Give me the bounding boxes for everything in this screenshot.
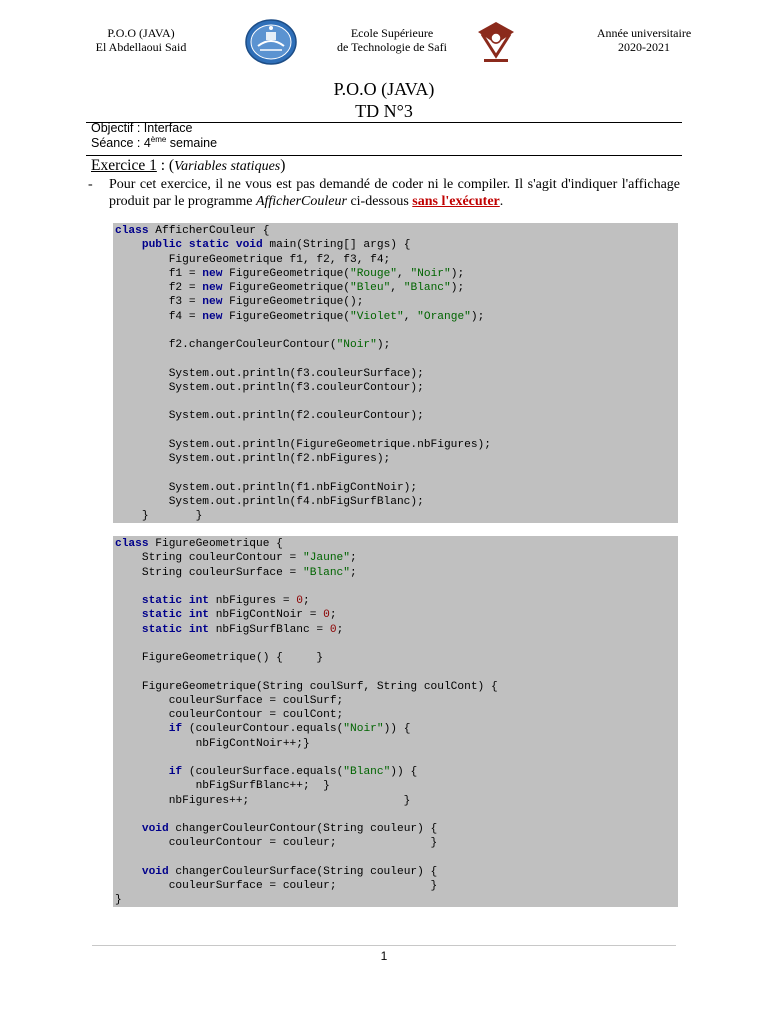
code-token: ); xyxy=(376,339,391,351)
code-token: changerCouleurSurface(String couleur) { xyxy=(168,865,438,878)
header-school xyxy=(324,26,460,54)
code-token: 0 xyxy=(323,609,330,622)
code-token: FigureGeometrique { xyxy=(148,538,283,550)
code-token: "Blanc" xyxy=(343,766,391,778)
code-line xyxy=(115,295,678,309)
code-token xyxy=(115,823,142,835)
code-token: f4 = xyxy=(115,310,203,323)
divider-bottom xyxy=(86,155,682,156)
code-line xyxy=(115,452,678,466)
code-token: (couleurContour.equals( xyxy=(182,723,344,736)
code-token: f2.changerCouleurContour( xyxy=(115,339,337,351)
code-token: , xyxy=(397,267,411,280)
code-line xyxy=(115,694,678,708)
code-line xyxy=(115,637,678,651)
code-token: ; xyxy=(349,566,357,579)
code-token: "Jaune" xyxy=(302,552,350,565)
instructions-part1: Pour cet exercice, il ne vous est pas demandé de coder ni le compiler. Il s'agit d'indiquer l'affichage produit par le programme xyxy=(109,177,680,209)
code-line xyxy=(115,623,678,637)
code-token: couleurContour = couleur; } xyxy=(115,837,438,850)
exercise-topic: Variables statiques xyxy=(174,159,281,174)
code-token: , xyxy=(403,310,418,323)
exercise-close: ) xyxy=(280,157,286,174)
code-token: System.out.println(f2.couleurContour); xyxy=(115,410,424,423)
code-token: f1 = xyxy=(115,267,203,280)
code-token: FigureGeometrique( xyxy=(222,267,350,280)
code-token: ); xyxy=(450,267,465,280)
code-token: nbFigures = xyxy=(209,595,297,607)
code-token: couleurSurface = couleur; } xyxy=(115,880,438,892)
code-token: System.out.println(f3.couleurSurface); xyxy=(115,367,424,380)
code-line xyxy=(115,424,678,438)
code-line xyxy=(115,751,678,765)
code-token: nbFigures++; } xyxy=(115,794,411,807)
code-token: couleurSurface = coulSurf; xyxy=(115,694,344,707)
code-token: if xyxy=(168,723,183,736)
code-token: nbFigSurfBlanc++; } xyxy=(115,780,330,793)
code-token: )) { xyxy=(383,723,411,736)
code-token: changerCouleurContour(String couleur) { xyxy=(168,823,438,835)
code-line xyxy=(115,509,678,523)
code-token: FigureGeometrique( xyxy=(222,282,350,294)
code-token: System.out.println(f2.nbFigures); xyxy=(115,453,391,465)
code-line xyxy=(115,708,678,722)
list-dash: - xyxy=(88,177,93,192)
code-line xyxy=(115,765,678,779)
code-token: static int xyxy=(141,595,209,607)
code-token: AfficherCouleur { xyxy=(148,225,270,237)
code-line xyxy=(115,438,678,452)
code-token: (couleurSurface.equals( xyxy=(182,766,344,778)
code-line xyxy=(115,665,678,679)
code-line xyxy=(115,822,678,836)
code-line xyxy=(115,594,678,608)
code-line xyxy=(115,238,678,252)
code-token: if xyxy=(168,766,183,778)
code-token: 0 xyxy=(329,623,337,636)
exercise-separator: : ( xyxy=(156,157,175,174)
code-token: FigureGeometrique(String coulSurf, String coulCont) { xyxy=(115,680,498,693)
code-token: class xyxy=(115,225,149,237)
code-token: ; xyxy=(349,552,357,565)
session-prefix: Séance : 4 xyxy=(91,136,151,150)
code-token: main(String[] args) { xyxy=(262,239,411,252)
code-token: } } xyxy=(115,510,203,522)
code-line xyxy=(115,879,678,893)
code-token: , xyxy=(390,282,404,294)
code-line xyxy=(115,395,678,409)
code-token: FigureGeometrique( xyxy=(222,310,350,323)
code-token: new xyxy=(202,282,223,294)
objective-line: Objectif : Interface xyxy=(91,121,193,135)
code-line xyxy=(115,367,678,381)
code-token: System.out.println(FigureGeometrique.nbFigures); xyxy=(115,438,491,451)
code-line xyxy=(115,281,678,295)
exercise-name: Exercice 1 xyxy=(91,157,157,174)
code-token: "Rouge" xyxy=(350,267,397,280)
code-line xyxy=(115,651,678,665)
code-token: "Orange" xyxy=(417,310,471,323)
code-token: "Blanc" xyxy=(403,282,451,294)
code-line xyxy=(115,267,678,281)
header-teacher: El Abdellaoui Said xyxy=(95,40,187,54)
header-school-line1: Ecole Supérieure xyxy=(350,26,434,40)
code-line xyxy=(115,352,678,366)
university-emblem-icon xyxy=(244,18,298,66)
code-token: nbFigContNoir++;} xyxy=(115,737,310,750)
code-token: class xyxy=(115,538,149,550)
page-subtitle: TD N°3 xyxy=(355,101,413,121)
code-line xyxy=(115,409,678,423)
code-line xyxy=(115,537,678,551)
code-line xyxy=(115,338,678,352)
instructions-emphasis: sans l'exécuter xyxy=(412,194,500,209)
code-line xyxy=(115,779,678,793)
header-year-value: 2020-2021 xyxy=(618,40,670,54)
code-line xyxy=(115,381,678,395)
code-token xyxy=(115,239,142,251)
code-line xyxy=(115,253,678,267)
code-line xyxy=(115,794,678,808)
header-course: P.O.O (JAVA) xyxy=(107,26,175,40)
page-title: P.O.O (JAVA) xyxy=(333,79,435,99)
session-line xyxy=(91,136,217,151)
code-token xyxy=(115,624,142,636)
code-token: nbFigContNoir = xyxy=(209,609,324,622)
instructions-part3: . xyxy=(499,194,504,209)
code-token: System.out.println(f4.nbFigSurfBlanc); xyxy=(115,495,424,508)
code-line xyxy=(115,580,678,594)
code-token: couleurContour = coulCont; xyxy=(115,709,344,721)
code-line xyxy=(115,851,678,865)
code-line xyxy=(115,310,678,324)
code-token: new xyxy=(202,296,223,309)
instructions-part2: ci-dessous xyxy=(346,194,413,209)
code-token: "Violet" xyxy=(350,310,404,323)
code-token: ); xyxy=(470,310,485,323)
session-ordinal: ème xyxy=(150,134,167,144)
code-token: )) { xyxy=(390,766,418,778)
code-token: public static void xyxy=(141,239,263,252)
code-line xyxy=(115,495,678,509)
code-token: f3 = xyxy=(115,296,203,309)
code-token: static int xyxy=(141,623,209,636)
code-block-afficher-couleur xyxy=(113,223,678,523)
program-name: AfficherCouleur xyxy=(255,194,347,209)
code-token: static int xyxy=(141,609,209,622)
code-line xyxy=(115,324,678,338)
page-number: 1 xyxy=(380,949,388,963)
code-token: ); xyxy=(450,282,465,294)
code-token: nbFigSurfBlanc = xyxy=(209,623,330,636)
code-token: ; xyxy=(336,623,344,636)
code-line xyxy=(115,608,678,622)
code-block-figure-geometrique xyxy=(113,536,678,907)
code-line xyxy=(115,808,678,822)
code-line xyxy=(115,865,678,879)
school-crest-icon xyxy=(472,18,520,66)
code-token: "Blanc" xyxy=(302,566,350,579)
code-line xyxy=(115,566,678,580)
code-line xyxy=(115,737,678,751)
code-token: FigureGeometrique() { } xyxy=(115,652,324,664)
code-line xyxy=(115,722,678,736)
code-token xyxy=(115,766,169,778)
code-token: FigureGeometrique f1, f2, f3, f4; xyxy=(115,253,391,266)
header-school-line2: de Technologie de Safi xyxy=(337,40,447,54)
code-token xyxy=(115,866,142,878)
code-line xyxy=(115,680,678,694)
code-line xyxy=(115,466,678,480)
code-token xyxy=(115,595,142,607)
code-token: String couleurContour = xyxy=(115,552,303,565)
code-token: 0 xyxy=(296,595,303,607)
code-line xyxy=(115,551,678,565)
code-token: ; xyxy=(329,609,337,622)
code-token: System.out.println(f3.couleurContour); xyxy=(115,381,424,394)
header-left xyxy=(86,26,196,54)
code-token: new xyxy=(202,310,223,323)
exercise-instructions xyxy=(88,176,680,210)
code-token: String couleurSurface = xyxy=(115,566,303,579)
code-token: void xyxy=(141,865,169,878)
code-token: f2 = xyxy=(115,282,203,294)
exercise-heading xyxy=(91,157,285,176)
code-line xyxy=(115,893,678,907)
code-line xyxy=(115,481,678,495)
code-token xyxy=(115,609,142,621)
code-token: FigureGeometrique(); xyxy=(222,296,364,309)
footer-divider xyxy=(92,945,676,946)
code-line xyxy=(115,836,678,850)
code-token: "Noir" xyxy=(343,723,384,736)
code-token: void xyxy=(141,823,169,835)
header-year xyxy=(588,26,700,54)
session-suffix: semaine xyxy=(166,136,218,150)
code-token: } xyxy=(115,894,122,907)
instructions-text xyxy=(109,176,680,210)
code-token xyxy=(115,723,169,735)
header-year-label: Année universitaire xyxy=(596,26,692,40)
code-token: "Bleu" xyxy=(350,282,391,294)
code-token: new xyxy=(202,267,223,280)
code-token: "Noir" xyxy=(336,339,377,351)
code-line xyxy=(115,224,678,238)
code-token: ; xyxy=(303,595,310,607)
code-token: System.out.println(f1.nbFigContNoir); xyxy=(115,481,418,494)
code-token: "Noir" xyxy=(410,267,451,280)
